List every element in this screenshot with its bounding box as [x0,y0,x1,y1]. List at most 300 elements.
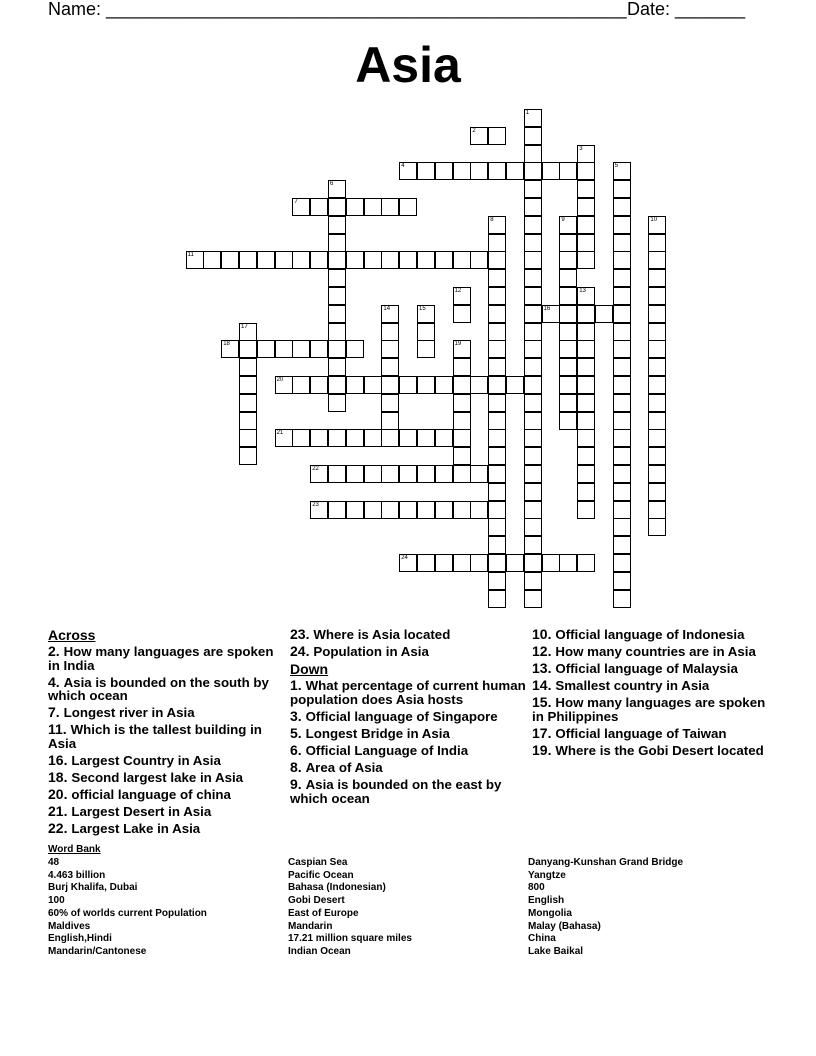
grid-cell[interactable] [381,198,399,216]
grid-cell[interactable] [399,376,417,394]
grid-cell[interactable] [417,305,435,323]
grid-cell[interactable] [435,251,453,269]
grid-cell[interactable] [559,376,577,394]
word-bank-item: English [528,895,565,907]
grid-cell[interactable] [453,412,471,430]
grid-cell[interactable] [488,234,506,252]
grid-cell[interactable] [488,590,506,608]
down-clue-list [290,679,528,805]
grid-cell[interactable] [542,305,560,323]
grid-cell[interactable] [310,251,328,269]
grid-cell[interactable] [399,501,417,519]
grid-cell[interactable] [488,376,506,394]
grid-cell[interactable] [488,394,506,412]
grid-cell[interactable] [613,162,631,180]
grid-cell[interactable] [453,340,471,358]
grid-cell[interactable] [648,518,666,536]
grid-cell[interactable] [488,465,506,483]
clue-item-number: 4. [48,673,64,690]
grid-cell[interactable] [577,216,595,234]
grid-cell[interactable] [453,305,471,323]
grid-cell[interactable] [453,162,471,180]
grid-cell[interactable] [613,323,631,341]
grid-cell[interactable] [364,501,382,519]
grid-cell[interactable] [542,162,560,180]
grid-cell[interactable] [257,340,275,358]
grid-cell[interactable] [577,323,595,341]
grid-cell[interactable] [577,145,595,163]
grid-cell[interactable] [346,465,364,483]
word-bank-item: Mandarin [288,920,333,932]
grid-cell[interactable] [328,323,346,341]
grid-cell[interactable] [524,394,542,412]
grid-cell[interactable] [524,109,542,127]
clue-item-number: 6. [290,741,306,758]
clue-item-number: 10. [532,626,556,642]
grid-cell[interactable] [524,483,542,501]
grid-cell[interactable] [381,394,399,412]
grid-cell[interactable] [613,501,631,519]
grid-cell[interactable] [435,465,453,483]
grid-cell[interactable] [595,305,613,323]
clue-item [48,805,286,819]
grid-cell[interactable] [524,572,542,590]
grid-cell[interactable] [648,234,666,252]
word-bank-item: 60% of worlds current Population [48,907,207,919]
grid-cell[interactable] [577,376,595,394]
grid-cell[interactable] [524,447,542,465]
grid-cell[interactable] [577,251,595,269]
word-bank-item: English,Hindi [48,933,112,945]
grid-cell[interactable] [488,127,506,145]
grid-cell[interactable] [435,162,453,180]
word-bank-item: Indian Ocean [288,945,351,957]
grid-cell[interactable] [577,180,595,198]
grid-cell[interactable] [470,501,488,519]
grid-cell[interactable] [648,412,666,430]
grid-cell[interactable] [524,162,542,180]
grid-cell[interactable] [239,429,257,447]
grid-cell[interactable] [328,269,346,287]
grid-cell[interactable] [577,483,595,501]
grid-cell[interactable] [524,269,542,287]
grid-cell[interactable] [577,340,595,358]
grid-cell[interactable] [559,358,577,376]
grid-cell[interactable] [613,536,631,554]
clue-item-text: How many countries are in Asia [555,644,756,660]
grid-cell[interactable] [292,251,310,269]
grid-cell[interactable] [648,287,666,305]
grid-cell[interactable] [346,376,364,394]
grid-cell[interactable] [524,501,542,519]
grid-cell[interactable] [470,465,488,483]
grid-cell[interactable] [613,180,631,198]
grid-cell[interactable] [613,465,631,483]
grid-cell[interactable] [577,162,595,180]
grid-cell[interactable] [613,376,631,394]
word-bank-item: Danyang-Kunshan Grand Bridge [528,857,684,868]
grid-cell[interactable] [524,234,542,252]
clue-item [290,679,528,706]
grid-cell[interactable] [559,412,577,430]
grid-cell[interactable] [488,358,506,376]
grid-cell[interactable] [613,198,631,216]
word-bank-item: 800 [528,882,545,894]
grid-cell[interactable] [488,323,506,341]
grid-cell[interactable] [488,340,506,358]
grid-cell[interactable] [346,340,364,358]
grid-cell[interactable] [488,501,506,519]
grid-cell[interactable] [328,216,346,234]
grid-cell[interactable] [328,234,346,252]
grid-cell[interactable] [417,340,435,358]
grid-cell[interactable] [417,162,435,180]
clue-item-number: 11. [48,721,71,738]
grid-cell[interactable] [613,234,631,252]
grid-cell[interactable] [328,465,346,483]
clue-item-text: What percentage of current human population does Asia hosts [290,678,526,707]
grid-cell[interactable] [613,554,631,572]
grid-cell[interactable] [417,323,435,341]
grid-cell[interactable] [310,429,328,447]
grid-cell[interactable] [453,429,471,447]
grid-cell[interactable] [221,340,239,358]
grid-cell[interactable] [648,447,666,465]
word-bank-title: Word Bank [48,844,101,855]
grid-cell[interactable] [381,323,399,341]
grid-cell[interactable] [648,429,666,447]
grid-cell[interactable] [559,394,577,412]
grid-cell[interactable] [488,447,506,465]
grid-cell[interactable] [524,429,542,447]
grid-cell[interactable] [577,554,595,572]
grid-cell[interactable] [613,251,631,269]
grid-cell[interactable] [577,305,595,323]
grid-cell[interactable] [524,465,542,483]
grid-cell[interactable] [275,251,293,269]
clue-item-text: Longest Bridge in Asia [305,725,450,741]
grid-cell[interactable] [577,501,595,519]
grid-cell[interactable] [524,412,542,430]
grid-cell[interactable] [488,483,506,501]
word-bank-item: Burj Khalifa, Dubai [48,882,138,894]
grid-cell[interactable] [648,465,666,483]
grid-cell[interactable] [524,590,542,608]
grid-cell[interactable] [524,554,542,572]
grid-cell[interactable] [435,376,453,394]
grid-cell[interactable] [524,287,542,305]
grid-cell[interactable] [470,376,488,394]
grid-cell[interactable] [488,572,506,590]
grid-cell[interactable] [453,251,471,269]
grid-cell[interactable] [239,323,257,341]
grid-cell[interactable] [275,429,293,447]
grid-cell[interactable] [488,216,506,234]
grid-cell[interactable] [470,127,488,145]
grid-cell[interactable] [488,412,506,430]
grid-cell[interactable] [417,465,435,483]
word-bank-item: China [528,933,556,945]
grid-cell[interactable] [613,216,631,234]
grid-cell[interactable] [275,376,293,394]
grid-cell[interactable] [524,127,542,145]
grid-cell[interactable] [648,251,666,269]
grid-cell[interactable] [524,305,542,323]
grid-cell[interactable] [417,429,435,447]
grid-cell[interactable] [310,340,328,358]
grid-cell[interactable] [399,162,417,180]
grid-cell[interactable] [399,251,417,269]
grid-cell[interactable] [488,162,506,180]
grid-cell[interactable] [613,483,631,501]
grid-cell[interactable] [488,251,506,269]
clue-item-number: 2. [48,643,64,659]
grid-cell[interactable] [577,358,595,376]
grid-cell[interactable] [417,501,435,519]
grid-cell[interactable] [577,394,595,412]
grid-cell[interactable] [364,376,382,394]
grid-cell[interactable] [613,358,631,376]
grid-cell[interactable] [417,554,435,572]
grid-cell[interactable] [292,340,310,358]
grid-cell[interactable] [577,234,595,252]
grid-cell[interactable] [453,376,471,394]
clue-item-number: 15. [532,694,556,711]
grid-cell[interactable] [648,358,666,376]
word-bank-item: Mongolia [528,907,572,919]
grid-cell[interactable] [328,429,346,447]
grid-cell[interactable] [381,251,399,269]
grid-cell[interactable] [328,501,346,519]
grid-cell[interactable] [524,536,542,554]
grid-cell[interactable] [381,412,399,430]
clue-item-text: Longest river in Asia [63,705,195,721]
grid-cell[interactable] [613,340,631,358]
grid-cell[interactable] [328,358,346,376]
clue-number: 19 [454,341,462,348]
grid-cell[interactable] [203,251,221,269]
grid-cell[interactable] [559,234,577,252]
grid-cell[interactable] [613,305,631,323]
grid-cell[interactable] [399,554,417,572]
grid-cell[interactable] [488,536,506,554]
grid-cell[interactable] [364,198,382,216]
clue-number: 21 [276,430,284,437]
grid-cell[interactable] [381,376,399,394]
grid-cell[interactable] [613,269,631,287]
clue-number: 22 [312,466,319,472]
grid-cell[interactable] [524,376,542,394]
grid-cell[interactable] [524,180,542,198]
grid-cell[interactable] [292,376,310,394]
grid-cell[interactable] [275,340,293,358]
grid-cell[interactable] [364,465,382,483]
clue-item-text: Where is the Gobi Desert located [555,743,764,759]
grid-cell[interactable] [328,376,346,394]
grid-cell[interactable] [524,198,542,216]
grid-cell[interactable] [381,340,399,358]
grid-cell[interactable] [577,447,595,465]
grid-cell[interactable] [524,358,542,376]
grid-cell[interactable] [239,340,257,358]
grid-cell[interactable] [470,162,488,180]
grid-cell[interactable] [559,305,577,323]
grid-cell[interactable] [453,447,471,465]
clue-item-text: Official language of Indonesia [555,627,745,642]
grid-cell[interactable] [381,429,399,447]
clue-item [290,707,528,724]
grid-cell[interactable] [310,376,328,394]
grid-cell[interactable] [559,216,577,234]
grid-cell[interactable] [453,287,471,305]
grid-cell[interactable] [506,162,524,180]
grid-cell[interactable] [328,287,346,305]
grid-cell[interactable] [381,465,399,483]
grid-cell[interactable] [453,465,471,483]
grid-cell[interactable] [488,554,506,572]
grid-cell[interactable] [613,429,631,447]
clue-number: 20 [276,377,284,383]
grid-cell[interactable] [417,376,435,394]
grid-cell[interactable] [310,465,328,483]
grid-cell[interactable] [310,501,328,519]
grid-cell[interactable] [648,305,666,323]
grid-cell[interactable] [470,554,488,572]
grid-cell[interactable] [346,198,364,216]
grid-cell[interactable] [488,518,506,536]
grid-cell[interactable] [399,465,417,483]
grid-cell[interactable] [328,305,346,323]
grid-cell[interactable] [488,429,506,447]
grid-cell[interactable] [488,287,506,305]
grid-cell[interactable] [524,340,542,358]
grid-cell[interactable] [328,180,346,198]
grid-cell[interactable] [613,394,631,412]
clue-number: 23 [312,501,319,508]
grid-cell[interactable] [577,465,595,483]
grid-cell[interactable] [435,554,453,572]
grid-cell[interactable] [186,251,204,269]
clue-item-text: Official language of Singapore [305,708,498,724]
grid-cell[interactable] [239,412,257,430]
grid-cell[interactable] [648,323,666,341]
grid-cell[interactable] [399,429,417,447]
grid-cell[interactable] [648,340,666,358]
grid-cell[interactable] [453,358,471,376]
grid-cell[interactable] [310,198,328,216]
grid-cell[interactable] [381,358,399,376]
clue-item [48,788,286,802]
grid-cell[interactable] [577,198,595,216]
grid-cell[interactable] [221,251,239,269]
grid-cell[interactable] [257,251,275,269]
word-bank-item: 4.463 billion [48,869,106,881]
word-bank-item: 48 [48,857,60,868]
grid-cell[interactable] [613,572,631,590]
grid-cell[interactable] [488,269,506,287]
grid-cell[interactable] [613,590,631,608]
grid-cell[interactable] [648,483,666,501]
grid-cell[interactable] [239,251,257,269]
grid-cell[interactable] [488,305,506,323]
grid-cell[interactable] [524,323,542,341]
grid-cell[interactable] [559,251,577,269]
grid-cell[interactable] [577,287,595,305]
grid-cell[interactable] [435,429,453,447]
grid-cell[interactable] [559,287,577,305]
grid-cell[interactable] [613,287,631,305]
grid-cell[interactable] [613,412,631,430]
clue-item-text: Which is the tallest building in Asia [48,722,262,751]
grid-cell[interactable] [648,216,666,234]
grid-cell[interactable] [239,358,257,376]
clue-item [290,645,528,659]
grid-cell[interactable] [524,145,542,163]
grid-cell[interactable] [453,394,471,412]
grid-cell[interactable] [364,429,382,447]
grid-cell[interactable] [470,251,488,269]
grid-cell[interactable] [328,340,346,358]
grid-cell[interactable] [346,429,364,447]
grid-cell[interactable] [577,429,595,447]
grid-cell[interactable] [346,501,364,519]
grid-cell[interactable] [559,162,577,180]
grid-cell[interactable] [524,251,542,269]
grid-cell[interactable] [453,554,471,572]
grid-cell[interactable] [328,251,346,269]
grid-cell[interactable] [559,269,577,287]
grid-cell[interactable] [453,501,471,519]
clue-item-number: 12. [532,643,556,660]
grid-cell[interactable] [292,198,310,216]
grid-cell[interactable] [292,429,310,447]
grid-cell[interactable] [613,518,631,536]
grid-cell[interactable] [506,554,524,572]
grid-cell[interactable] [399,198,417,216]
clue-item [290,778,528,805]
clues-column-3 [532,628,770,761]
grid-cell[interactable] [346,251,364,269]
grid-cell[interactable] [435,501,453,519]
grid-cell[interactable] [364,251,382,269]
grid-cell[interactable] [559,323,577,341]
grid-cell[interactable] [559,554,577,572]
grid-cell[interactable] [524,518,542,536]
grid-cell[interactable] [506,376,524,394]
grid-cell[interactable] [648,376,666,394]
grid-cell[interactable] [524,216,542,234]
grid-cell[interactable] [417,251,435,269]
grid-cell[interactable] [381,305,399,323]
grid-cell[interactable] [381,501,399,519]
grid-cell[interactable] [239,447,257,465]
grid-cell[interactable] [648,501,666,519]
word-bank-item: Bahasa (Indonesian) [288,882,386,894]
grid-cell[interactable] [648,394,666,412]
grid-cell[interactable] [542,554,560,572]
grid-cell[interactable] [577,412,595,430]
grid-cell[interactable] [239,376,257,394]
clue-item-text: Second largest lake in Asia [71,769,244,785]
grid-cell[interactable] [559,340,577,358]
grid-cell[interactable] [239,394,257,412]
grid-cell[interactable] [613,447,631,465]
grid-cell[interactable] [328,198,346,216]
grid-cell[interactable] [648,269,666,287]
grid-cell[interactable] [328,394,346,412]
clue-item [532,744,770,758]
word-bank-item: Yangtze [528,869,566,881]
